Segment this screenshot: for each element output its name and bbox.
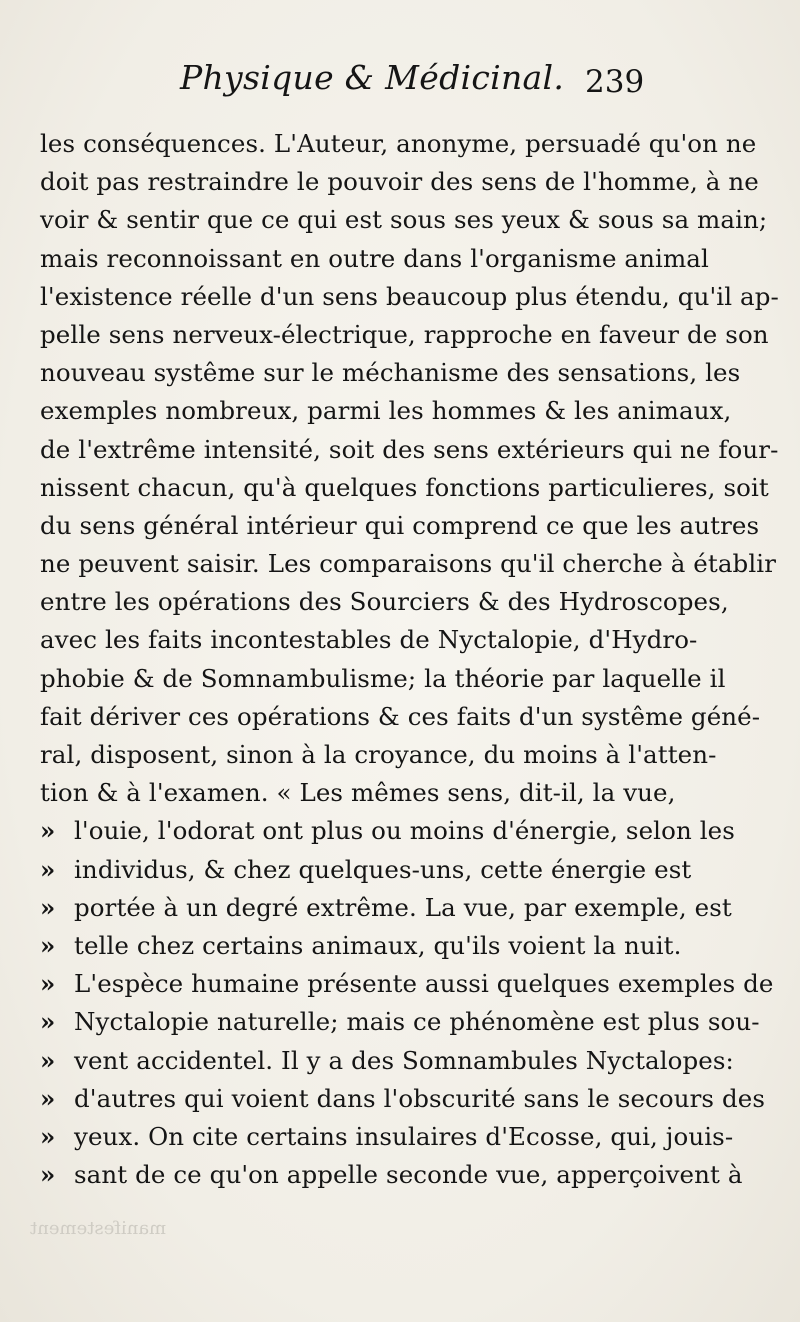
text-line xyxy=(40,201,768,239)
quote-mark: » xyxy=(40,892,56,922)
text-line xyxy=(40,583,729,621)
line-text: L'espèce humaine présente aussi quelques exemples de xyxy=(74,969,774,999)
line-text: mais reconnoissant en outre dans l'organisme animal xyxy=(40,243,709,273)
line-text: d'autres qui voient dans l'obscurité sans le secours des xyxy=(74,1083,766,1113)
text-line xyxy=(40,698,761,736)
quote-mark: » xyxy=(40,930,56,960)
text-line xyxy=(40,507,760,545)
line-text: phobie & de Somnambulisme; la théorie par laquelle il xyxy=(40,663,726,693)
running-title: Physique & Médicinal. xyxy=(180,58,565,97)
line-text: exemples nombreux, parmi les hommes & les animaux, xyxy=(40,396,732,426)
text-line xyxy=(40,392,732,430)
page-header xyxy=(0,58,800,118)
quote-mark: » xyxy=(40,854,56,884)
line-text: du sens général intérieur qui comprend ce que les autres xyxy=(40,510,760,540)
line-text: portée à un degré extrême. La vue, par exemple, est xyxy=(74,892,732,922)
bleed-through-text: manifestement xyxy=(30,1218,167,1239)
line-text: doit pas restraindre le pouvoir des sens de l'homme, à ne xyxy=(40,167,759,197)
line-text: l'ouie, l'odorat ont plus ou moins d'énergie, selon les xyxy=(74,816,735,846)
line-text: l'existence réelle d'un sens beaucoup plus étendu, qu'il ap- xyxy=(40,281,779,311)
text-line xyxy=(40,545,777,583)
quote-mark: » xyxy=(40,1160,56,1190)
line-text: sant de ce qu'on appelle seconde vue, apperçoivent à xyxy=(74,1160,743,1190)
text-line xyxy=(40,927,682,965)
text-line xyxy=(40,469,769,507)
line-text: fait dériver ces opérations & ces faits d'un systême géné- xyxy=(40,701,761,731)
text-line xyxy=(40,1156,743,1194)
text-line xyxy=(40,965,774,1003)
line-text: les conséquences. L'Auteur, anonyme, persuadé qu'on ne xyxy=(40,129,757,158)
page-number: 239 xyxy=(585,64,645,100)
quote-mark: » xyxy=(40,1007,56,1037)
text-line xyxy=(40,278,779,316)
text-line xyxy=(40,1118,734,1156)
line-text: nissent chacun, qu'à quelques fonctions particulieres, soit xyxy=(40,472,769,502)
text-line xyxy=(40,621,698,659)
text-line xyxy=(40,660,726,698)
text-line xyxy=(40,736,717,774)
line-text: voir & sentir que ce qui est sous ses yeux & sous sa main; xyxy=(40,205,768,235)
line-text: Nyctalopie naturelle; mais ce phénomène est plus sou- xyxy=(74,1007,760,1037)
text-line xyxy=(40,1042,734,1080)
line-text: entre les opérations des Sourciers & des Hydroscopes, xyxy=(40,587,729,617)
text-line xyxy=(40,812,735,850)
quote-mark: » xyxy=(40,816,56,846)
line-text: ne peuvent saisir. Les comparaisons qu'il cherche à établir xyxy=(40,549,777,579)
text-line xyxy=(40,125,757,163)
line-text: de l'extrême intensité, soit des sens extérieurs qui ne four- xyxy=(40,434,779,464)
line-text: yeux. On cite certains insulaires d'Ecosse, qui, jouis- xyxy=(74,1121,734,1151)
text-line xyxy=(40,163,759,201)
quote-mark: » xyxy=(40,1045,56,1075)
line-text: avec les faits incontestables de Nyctalopie, d'Hydro- xyxy=(40,625,698,655)
line-text: vent accidentel. Il y a des Somnambules Nyctalopes: xyxy=(74,1045,734,1075)
text-line xyxy=(40,240,709,278)
text-line xyxy=(40,851,692,889)
text-line xyxy=(40,1080,766,1118)
line-text: individus, & chez quelques-uns, cette énergie est xyxy=(74,854,692,884)
text-line xyxy=(40,1003,760,1041)
line-text: telle chez certains animaux, qu'ils voient la nuit. xyxy=(74,930,682,960)
line-text: pelle sens nerveux-électrique, rapproche en faveur de son xyxy=(40,319,769,349)
text-line xyxy=(40,316,769,354)
body-text xyxy=(40,125,779,1194)
text-line xyxy=(40,431,779,469)
line-text: tion & à l'examen. « Les mêmes sens, dit-il, la vue, xyxy=(40,778,676,808)
text-line xyxy=(40,774,676,812)
quote-mark: » xyxy=(40,1121,56,1151)
line-text: ral, disposent, sinon à la croyance, du moins à l'atten- xyxy=(40,740,717,769)
quote-mark: » xyxy=(40,1083,56,1113)
text-line xyxy=(40,354,741,392)
line-text: nouveau systême sur le méchanisme des sensations, les xyxy=(40,358,741,388)
quote-mark: » xyxy=(40,969,56,999)
text-line xyxy=(40,889,732,927)
